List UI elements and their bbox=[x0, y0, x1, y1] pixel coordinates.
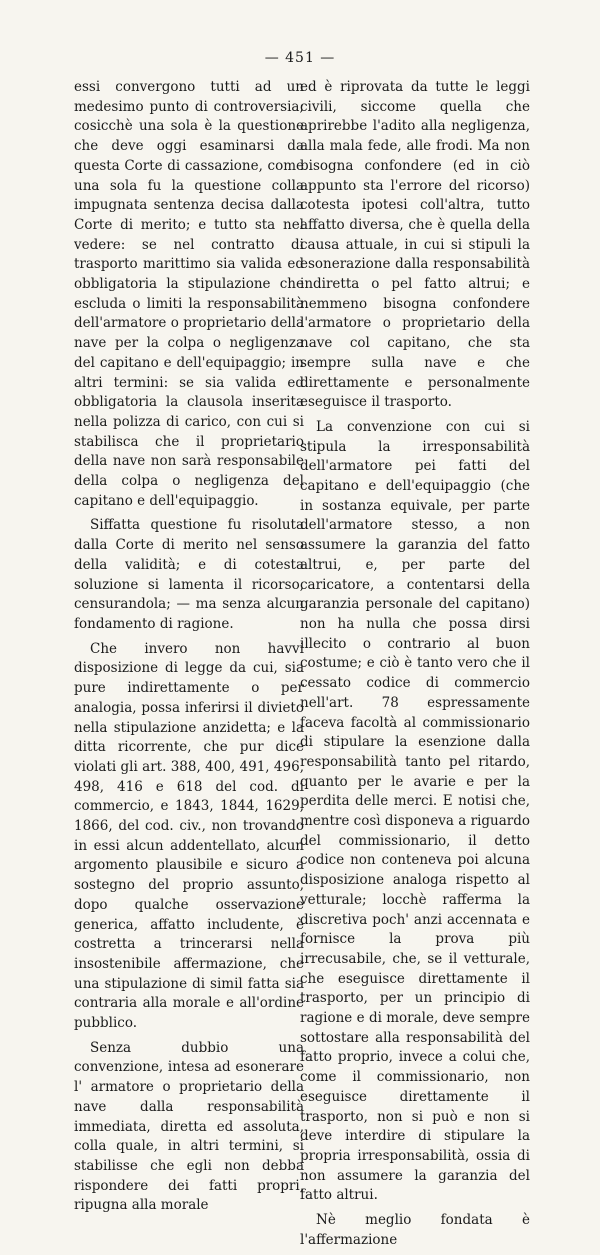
right-column bbox=[300, 78, 530, 1255]
paragraph: Siffatta questione fu risoluta dalla Corte di merito nel senso della validità; e di cotesta soluzione si lamenta il ricorso, censurandola; — ma senza alcun fondamento di ragione. bbox=[74, 517, 304, 632]
paragraph: Nè meglio fondata è l'affermazione bbox=[300, 1212, 530, 1248]
paragraph: Senza dubbio una convenzione, intesa ad esonerare l' armatore o proprietario della nave dalla responsabilità immediata, diretta ed assoluta, colla quale, in altri termini, si stabilisse che egli non debba rispondere dei fatti propri, ripugna alla morale bbox=[74, 1039, 304, 1214]
page-number: — 451 — bbox=[264, 50, 336, 66]
paragraph: La convenzione con cui si stipula la irresponsabilità dell'armatore pei fatti del capitano e dell'equipaggio (che in sostanza equivale, per parte dell'armatore stesso, a non assumere la garanzia del fatto altrui, e, per parte del caricatore, a contentarsi della garanzia personale del capitano) non ha nulla che possa dirsi illecito o contrario al buon costume; e ciò è tanto vero che il cessato codice di commercio nell'art. 78 espressamente faceva facoltà al commissionario di stipulare la esenzione dalla responsabilità tanto pel ritardo, quanto per le avarie e per la perdita delle merci. E notisi che, mentre così disponeva a riguardo del commissionario, il detto codice non conteneva poi alcuna disposizione analoga rispetto al vetturale; locchè rafferma la discretiva poch' anzi accennata e fornisce la prova più irrecusabile, che, se il vetturale, che eseguisce direttamente il trasporto, per un principio di ragione e di morale, deve sempre sottostare alla responsabilità del fatto proprio, invece a colui che, come il commissionario, non eseguisce direttamente il trasporto, non si può e non si deve interdire di stipulare la propria irresponsabilità, ossia di non assumere la garanzia del fatto altrui. bbox=[300, 418, 530, 1204]
left-column bbox=[74, 78, 304, 1221]
paragraph: essi convergono tutti ad un medesimo punto di controversia; cosicchè una sola è la questione che deve oggi esaminarsi da questa Corte di cassazione, come una sola fu la questione colla impugnata sentenza decisa dalla Corte di merito; e tutto sta nel vedere: se nel contratto di trasporto marittimo sia valida ed obbligatoria la stipulazione che escluda o limiti la responsabilità dell'armatore o proprietario della nave per la colpa o negligenza del capitano e dell'equipaggio; in altri termini: se sia valida ed obbligatoria la clausola inserita nella polizza di carico, con cui si stabilisca che il proprietario della nave non sarà responsabile della colpa o negligenza del capitano e dell'equipaggio. bbox=[74, 79, 304, 509]
paragraph: ed è riprovata da tutte le leggi civili, siccome quella che aprirebbe l'adito alla negligenza, alla mala fede, alle frodi. Ma non bisogna confondere (ed in ciò appunto sta l'errore del ricorso) cotesta ipotesi coll'altra, tutto affatto diversa, che è quella della causa attuale, in cui si stipuli la esonerazione dalla responsabilità indiretta o pel fatto altrui; e nemmeno bisogna confondere l'armatore o proprietario della nave col capitano, che sta sempre sulla nave e che direttamente e personalmente eseguisce il trasporto. bbox=[300, 79, 530, 411]
paragraph: Che invero non havvi disposizione di legge da cui, sia pure indirettamente o per analogia, possa inferirsi il divieto nella stipulazione anzidetta; e la ditta ricorrente, che pur dice violati gli art. 388, 400, 491, 496, 498, 416 e 618 del cod. di commercio, e 1843, 1844, 1629, 1866, del cod. civ., non trovando in essi alcun addentellato, alcun argomento plausibile e sicuro a sostegno del proprio assunto, dopo qualche osservazione generica, affatto includente, è costretta a trincerarsi nella insostenibile affermazione, che una stipulazione di simil fatta sia contraria alla morale e all'ordine pubblico. bbox=[74, 640, 304, 1032]
